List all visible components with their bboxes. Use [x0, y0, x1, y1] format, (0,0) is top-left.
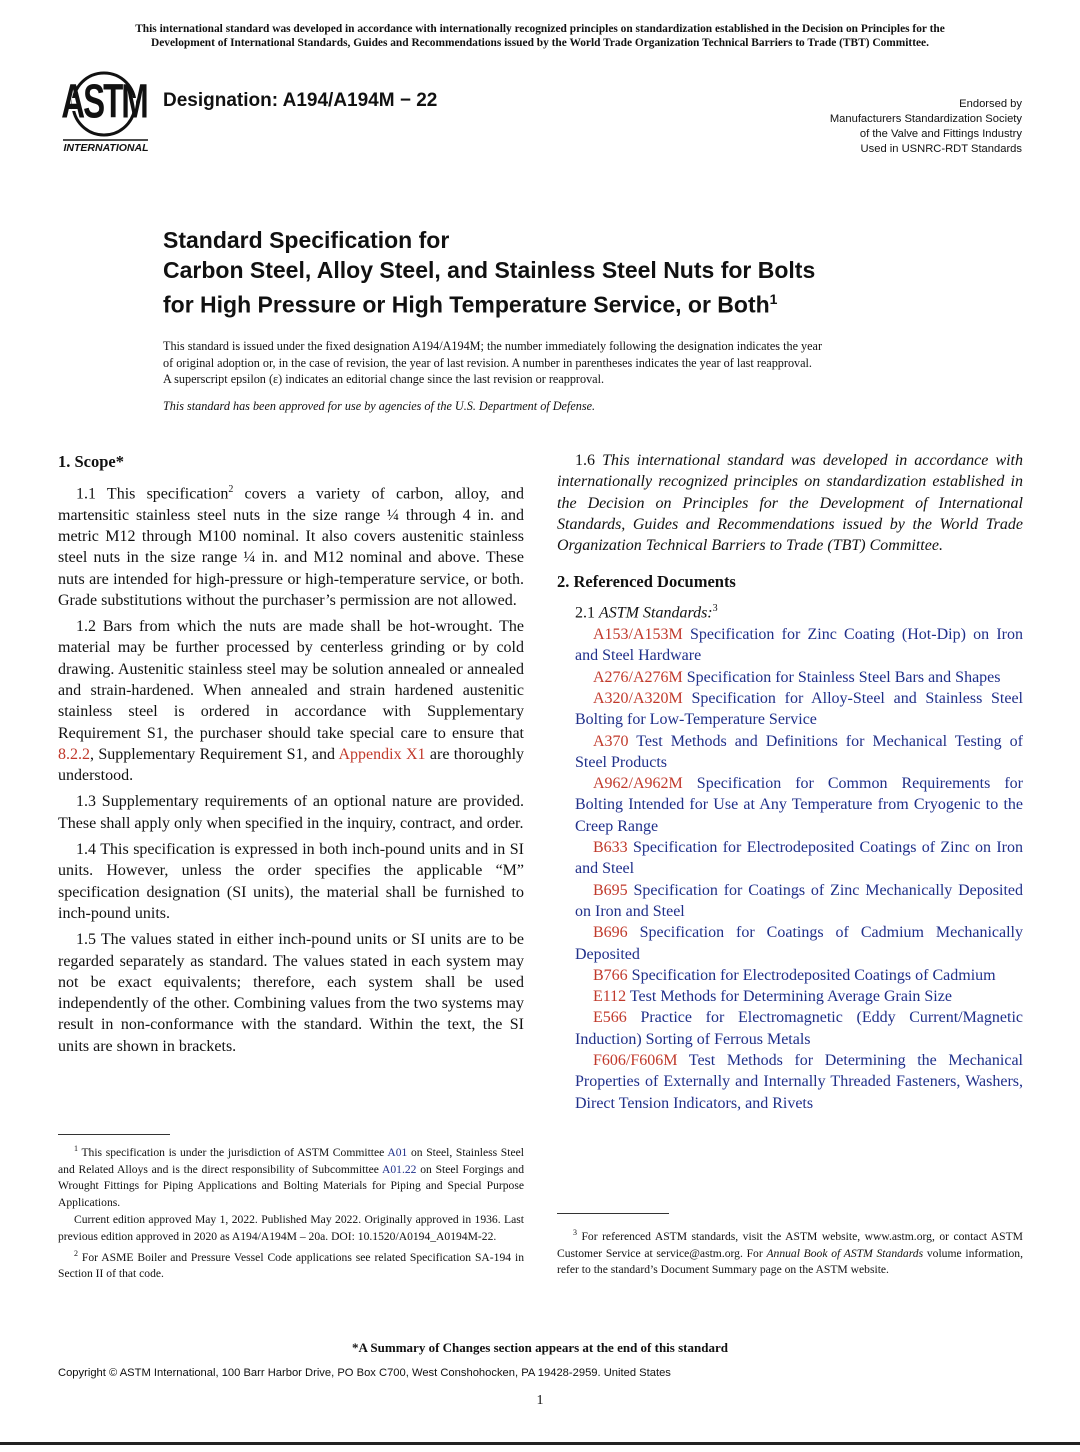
wto-notice	[50, 22, 1030, 50]
reference-item	[557, 965, 1023, 986]
dod-approval-note: This standard has been approved for use by agencies of the U.S. Department of Defense.	[163, 399, 596, 413]
footnote-1-mark: 1	[74, 1144, 78, 1153]
reference-title[interactable]: Specification for Stainless Steel Bars and Shapes	[682, 668, 1001, 686]
issue-note	[163, 338, 923, 388]
reference-code-link[interactable]: A320/A320M	[593, 690, 683, 707]
footnote-2-mark: 2	[74, 1248, 78, 1258]
p1-2-text-a: 1.2 Bars from which the nuts are made shall be hot-wrought. The material may be further processed by centerless grinding or by cold drawing. Austenitic stainless steel may be solution annealed or annealed and strain-hardened. When annealed and strain hardened austenitic stainless steel is ordered in accordance with Supplementary Requirement S1, the purchaser should take special care to ensure that	[58, 618, 524, 742]
footnote-3	[557, 1225, 1023, 1279]
paragraph-1-4: 1.4 This specification is expressed in both inch-pound units and in SI units. However, unless the order specifies the applicable “M” specification designation (SI units), the material shall be furnished to inch-pound units.	[58, 841, 524, 922]
footnote-1	[58, 1141, 524, 1212]
reference-code-link[interactable]: E112	[593, 988, 627, 1006]
designation: Designation: A194/A194M − 22	[163, 90, 438, 111]
p1-2-text-b: , Supplementary Requirement S1, and	[90, 745, 339, 763]
reference-title[interactable]: Specification for Electrodeposited Coatings of Zinc on Iron and Steel	[575, 839, 1023, 878]
p2-1-number: 2.1	[575, 604, 599, 622]
reference-title[interactable]: Practice for Electromagnetic (Eddy Current/Magnetic Induction) Sorting of Ferrous Metals	[575, 1009, 1023, 1048]
reference-title[interactable]: Specification for Coatings of Zinc Mechanically Deposited on Iron and Steel	[575, 881, 1023, 920]
reference-item	[557, 731, 1023, 774]
reference-code-link[interactable]: B633	[593, 839, 628, 857]
p1-1-text-b: covers a variety of carbon, alloy, and martensitic stainless steel nuts in the size range ¼ through 4 in. and metric M12 through M100 nominal. It also covers austenitic stainless steel nuts in the size range ¼ in. and M12 nominal and above. These nuts are intended for high-pressure or high-temperature service, or both. Grade substitutions without the purchaser’s permission are not allowed.	[58, 485, 524, 609]
reference-item	[557, 1050, 1023, 1114]
issue-note-line: of original adoption or, in the case of revision, the year of last revision. A number in parentheses indicates the year of last reapproval.	[163, 355, 812, 370]
footnote-3-italic: Annual Book of ASTM Standards	[766, 1246, 924, 1260]
reference-item	[557, 986, 1023, 1007]
copyright-notice: Copyright © ASTM International, 100 Barr Harbor Drive, PO Box C700, West Conshohocken, PA 19428-2959. United States	[58, 1367, 671, 1379]
reference-item	[557, 773, 1023, 837]
reference-title[interactable]: Specification for Common Requirements for Bolting Intended for Use at Any Temperature from Cryogenic to the Creep Range	[575, 775, 1023, 835]
reference-item	[557, 922, 1023, 965]
section-heading-scope: 1. Scope*	[58, 452, 124, 471]
p2-1-text: ASTM Standards:	[599, 604, 713, 622]
footnote-1-text-b: on Steel, Stainless Steel and Related Alloys and is the direct responsibility of Subcommittee	[58, 1145, 524, 1176]
reference-code-link[interactable]: E566	[593, 1009, 627, 1027]
title-line-1: Standard Specification for	[163, 227, 450, 253]
document-title	[163, 226, 983, 320]
footnote-1-text-a: This specification is under the jurisdiction of ASTM Committee	[78, 1145, 388, 1159]
paragraph-2-1	[557, 598, 1023, 624]
reference-title[interactable]: Specification for Electrodeposited Coatings of Cadmium	[627, 966, 996, 984]
endorsement-block	[702, 97, 1022, 157]
reference-title[interactable]: Test Methods for Determining Average Grain Size	[626, 988, 952, 1006]
link-committee-a01[interactable]: A01	[387, 1145, 408, 1159]
footnote-2-text: For ASME Boiler and Pressure Vessel Code applications see related Specification SA-194 in Section II of that code.	[58, 1250, 524, 1281]
endorsement-line: Endorsed by	[959, 98, 1022, 110]
paragraph-1-1	[58, 479, 524, 611]
p1-6-number: 1.6	[575, 452, 603, 469]
section-heading-referenced-documents: 2. Referenced Documents	[557, 572, 736, 592]
footnote-3-text-b: volume information, refer to the standard’s Document Summary page on the ASTM website.	[557, 1246, 1023, 1277]
right-column	[557, 450, 1023, 1114]
reference-item	[557, 667, 1023, 688]
footnote-2	[58, 1246, 524, 1283]
reference-item	[557, 880, 1023, 923]
reference-title[interactable]: Test Methods and Definitions for Mechanical Testing of Steel Products	[575, 732, 1023, 771]
footnote-3-mark: 3	[573, 1228, 577, 1237]
title-footnote-mark[interactable]: 1	[769, 291, 778, 307]
issue-note-line: This standard is issued under the fixed designation A194/A194M; the number immediately following the designation indicates the year	[163, 339, 823, 353]
p1-6-text: This international standard was developed in accordance with internationally recognized principles on standardization established in the Decision on Principles for the Development of International Standards, Guides and Recommendations issued by the World Trade Organization Technical Barriers to Trade (TBT) Committee.	[557, 452, 1024, 555]
p1-2-text-c: are thoroughly understood.	[58, 745, 525, 785]
reference-title[interactable]: Test Methods for Determining the Mechanical Properties of Externally and Internally Threaded Fasteners, Washers, Direct Tension Indicators, and Rivets	[575, 1052, 1023, 1112]
reference-item	[557, 1007, 1023, 1050]
reference-title[interactable]: Specification for Coatings of Cadmium Mechanically Deposited	[575, 924, 1023, 963]
reference-list	[557, 624, 1023, 1114]
left-footnotes	[58, 1141, 524, 1283]
reference-code-link[interactable]: A276/A276M	[593, 668, 683, 686]
left-column	[58, 450, 524, 1057]
link-appendix-x1[interactable]: Appendix X1	[338, 745, 426, 763]
endorsement-line: Manufacturers Standardization Society	[829, 113, 1022, 125]
endorsement-line: of the Valve and Fittings Industry	[859, 128, 1022, 140]
wto-notice-line: This international standard was developed in accordance with internationally recognized principles on standardization established in the Decision on Principles for the	[135, 23, 945, 35]
paragraph-1-6	[557, 450, 1023, 556]
reference-title[interactable]: Specification for Alloy-Steel and Stainless Steel Bolting for Low-Temperature Service	[575, 690, 1023, 729]
wto-notice-line: Development of International Standards, Guides and Recommendations issued by the World Trade Organization Technical Barriers to Trade (TBT) Committee.	[151, 37, 929, 49]
reference-code-link[interactable]: A962/A962M	[593, 775, 683, 793]
reference-item	[557, 624, 1023, 667]
paragraph-1-2	[58, 616, 524, 786]
reference-title[interactable]: Specification for Zinc Coating (Hot-Dip) on Iron and Steel Hardware	[575, 626, 1023, 665]
p1-1-text-a: 1.1 This specification	[76, 485, 229, 503]
title-line-3-text: for High Pressure or High Temperature Service, or Both	[163, 291, 770, 318]
svg-text:ASTM: ASTM	[61, 74, 147, 128]
footnote-divider	[58, 1134, 170, 1135]
reference-code-link[interactable]: F606/F606M	[593, 1052, 678, 1070]
footnote-3-text-a: For referenced ASTM standards, visit the ASTM website, www.astm.org, or contact ASTM Customer Service at service@astm.org. For	[557, 1229, 1023, 1260]
bottom-divider	[0, 1442, 1080, 1445]
page-number: 1	[536, 1393, 544, 1408]
footnote-mark-2[interactable]: 2	[228, 484, 234, 495]
footnote-divider	[557, 1213, 669, 1214]
endorsement-line: Used in USNRC-RDT Standards	[860, 143, 1022, 155]
link-8-2-2[interactable]: 8.2.2	[58, 745, 90, 763]
reference-code-link[interactable]: B766	[593, 966, 628, 984]
reference-code-link[interactable]: A370	[593, 732, 629, 750]
footnote-1-edition: Current edition approved May 1, 2022. Published May 2022. Originally approved in 1936. Last previous edition approved in 2020 as A194/A194M – 20a. DOI: 10.1520/A0194_A0194M-22.	[58, 1213, 524, 1243]
title-line-2: Carbon Steel, Alloy Steel, and Stainless Steel Nuts for Bolts	[163, 256, 816, 283]
title-line-3	[163, 285, 983, 320]
reference-item	[557, 688, 1023, 731]
summary-of-changes-note: *A Summary of Changes section appears at the end of this standard	[352, 1340, 728, 1355]
paragraph-1-5: 1.5 The values stated in either inch-pound units or SI units are to be regarded separately as standard. The values stated in each system may not be exact equivalents; therefore, each system shall be used independently of the other. Combining values from the two systems may result in non-conformance with the standard. Within the text, the SI units are shown in brackets.	[58, 931, 524, 1055]
reference-code-link[interactable]: B696	[593, 924, 628, 942]
issue-note-line: A superscript epsilon (ε) indicates an editorial change since the last revision or reapproval.	[163, 372, 605, 386]
svg-text:INTERNATIONAL: INTERNATIONAL	[63, 142, 149, 154]
astm-logo-icon	[58, 68, 154, 154]
paragraph-1-3: 1.3 Supplementary requirements of an optional nature are provided. These shall apply only when specified in the inquiry, contract, and order.	[58, 793, 524, 832]
footnote-mark-3[interactable]: 3	[712, 603, 718, 615]
reference-item	[557, 837, 1023, 880]
footnote-1-text-c: on Steel Forgings and Wrought Fittings for Piping Applications and Bolting Materials for Piping and Special Purpose Applications.	[58, 1162, 524, 1210]
reference-code-link[interactable]: B695	[593, 881, 628, 899]
reference-code-link[interactable]: A153/A153M	[593, 626, 683, 644]
link-subcommittee-a01-22[interactable]: A01.22	[382, 1162, 417, 1176]
right-footnotes	[557, 1225, 1023, 1279]
